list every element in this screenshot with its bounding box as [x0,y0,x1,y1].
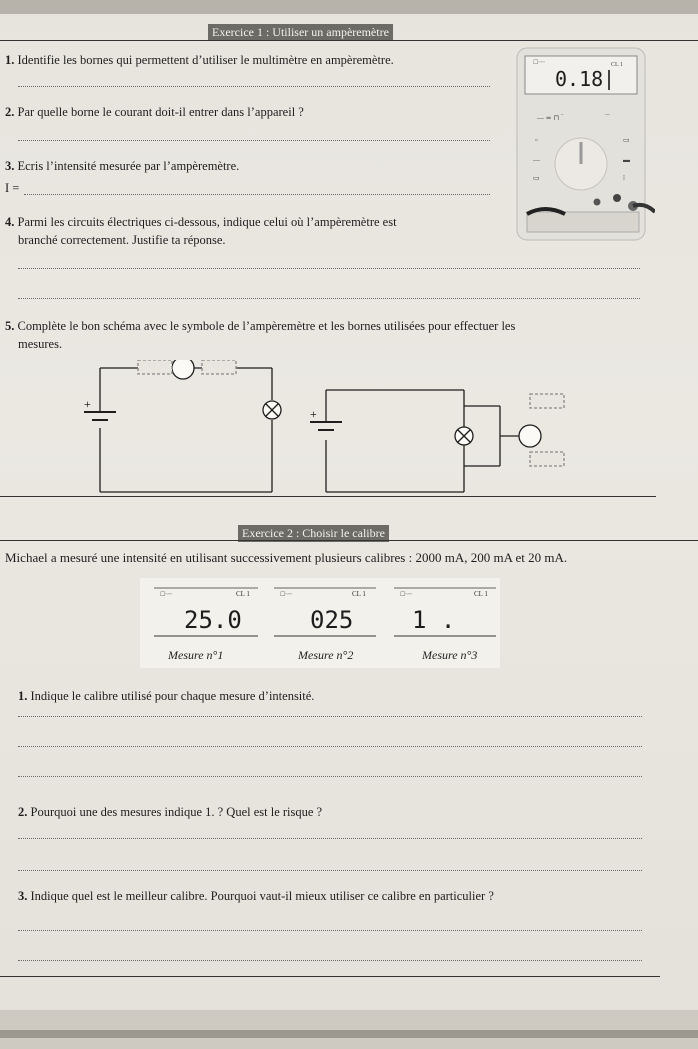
meter-status-icon: ☐~~ [533,60,545,66]
svg-text:▬: ▬ [623,156,630,164]
display-1-caption: Mesure n°1 [168,648,224,662]
meter-mode-label: CL 1 [611,62,623,68]
multimeter-illustration [505,44,655,244]
ex1-question-1: 1. Identifie les bornes qui permettent d’utiliser le multimètre en ampèremètre. [5,53,394,67]
ammeter-placeholder-a [172,360,194,379]
page-top-edge [0,0,698,14]
terminal-box [138,360,172,374]
ex1-question-5-cont: mesures. [18,337,63,351]
meter-display-value: 0.18 [555,67,604,91]
displays-svg [140,578,500,642]
answer-line [18,86,490,87]
ex2-question-2: 2. Pourquoi une des mesures indique 1. ? Quel est le risque ? [18,805,323,819]
terminal-box [530,452,564,466]
terminal-box [530,394,564,408]
svg-text:▭: ▭ [623,136,630,144]
displays-panel [140,578,500,668]
svg-text:‾‾: ‾‾ [605,114,610,122]
answer-line [18,960,642,961]
exercise-1-top-rule [0,40,698,41]
display-3-value: 1 . [412,606,456,634]
exercise-1-title: Exercice 1 : Utiliser un ampèremètre [208,24,393,41]
display-1-value: 25.0 [184,606,242,634]
terminal-box [202,360,236,374]
display-2-value: 025 [310,606,354,634]
display-2-mode: CL 1 [352,590,366,598]
ex1-question-5: 5. Complète le bon schéma avec le symbole de l’ampèremètre et les bornes utilisées pour effectuer les [5,319,516,333]
answer-line [18,140,490,141]
battery-plus-sign: + [310,407,317,421]
svg-text:—: — [533,156,540,164]
display-2-caption: Mesure n°2 [298,648,354,662]
svg-text:▭: ▭ [533,174,540,182]
circuit-a [100,368,272,492]
answer-line [18,746,642,747]
display-1 [154,588,258,636]
ex2-question-3: 3. Indique quel est le meilleur calibre. Pourquoi vaut-il mieux utiliser ce calibre en particulier ? [18,889,494,903]
display-status-icon: ☐~~ [160,592,172,598]
intensity-label: I = [5,181,20,195]
exercise-2-top-rule [0,540,698,541]
circuits-diagram [0,360,698,500]
answer-line [18,776,642,777]
terminal-ma[interactable] [594,199,601,206]
battery-plus-sign: + [84,397,91,411]
answer-line [18,716,642,717]
display-status-icon: ☐~~ [400,592,412,598]
ex1-question-4: 4. Parmi les circuits électriques ci-dessous, indique celui où l’ampèremètre est [5,215,397,229]
circuit-b [326,390,520,492]
display-3-mode: CL 1 [474,590,488,598]
svg-text:▫: ▫ [535,136,538,144]
exercise-1-bottom-rule [0,496,656,497]
svg-text:— ≂ ⊓ ‾: — ≂ ⊓ ‾ [537,114,564,122]
ex2-intro: Michael a mesuré une intensité en utilisant successivement plusieurs calibres : 2000 mA, 200 mA et 20 mA. [5,550,568,565]
answer-line [18,268,640,269]
display-2 [274,588,376,636]
terminal-com[interactable] [613,194,621,202]
ammeter-placeholder-b [519,425,541,447]
exercise-2-title: Exercice 2 : Choisir le calibre [238,525,389,542]
ex1-question-3: 3. Ecris l’intensité mesurée par l’ampèremètre. [5,159,240,173]
display-3-caption: Mesure n°3 [422,648,478,662]
answer-line [18,870,642,871]
ex1-question-2: 2. Par quelle borne le courant doit-il entrer dans l’appareil ? [5,105,304,119]
ex1-question-4-cont: branché correctement. Justifie ta réponse. [18,233,226,247]
answer-line [18,298,640,299]
display-status-icon: ☐~~ [280,592,292,598]
svg-text:⁞: ⁞ [623,174,625,182]
page-bottom-shadow [0,1030,698,1038]
display-1-mode: CL 1 [236,590,250,598]
answer-line [18,930,642,931]
ex2-question-1: 1. Indique le calibre utilisé pour chaque mesure d’intensité. [18,689,315,703]
display-3 [394,588,496,636]
answer-line [18,838,642,839]
exercise-2-bottom-rule [0,976,660,977]
answer-line [24,194,490,195]
terminal-strip [527,212,639,232]
